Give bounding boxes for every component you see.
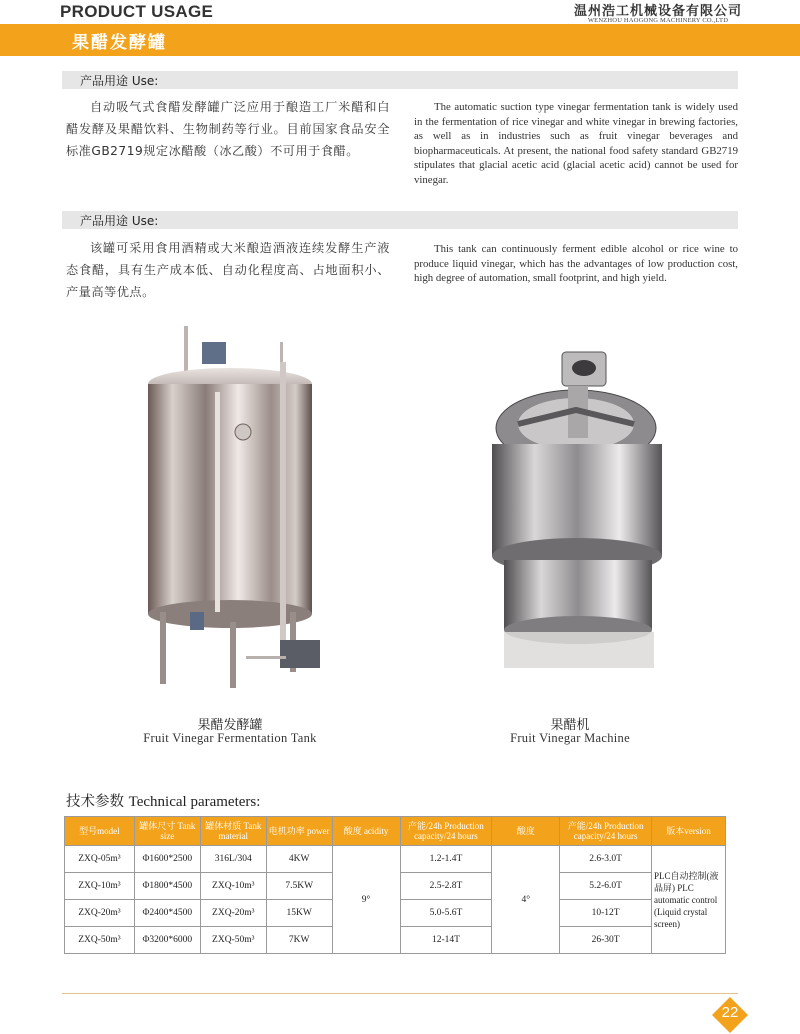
th-version: 版本version [652, 817, 726, 846]
fermentation-tank-photo [130, 322, 330, 696]
cell-acidity-merged: 9° [332, 846, 400, 954]
th-acidity-2: 酸度 [492, 817, 560, 846]
cell-capacity: 2.5-2.8T [400, 873, 492, 900]
table-header-row [65, 817, 726, 846]
cell-power: 7.5KW [266, 873, 332, 900]
cell-material: ZXQ-50m³ [200, 927, 266, 954]
cell-capacity: 1.2-1.4T [400, 846, 492, 873]
vinegar-machine-photo [484, 350, 674, 672]
cell-version-merged: PLC自动控制(液晶屏) PLC automatic control (Liquid crystal screen) [652, 846, 726, 954]
company-name-en: WENZHOU HAOGONG MACHINERY CO.,LTD [587, 17, 729, 24]
cell-capacity-2: 10-12T [560, 900, 652, 927]
cell-model: ZXQ-05m³ [65, 846, 135, 873]
cell-capacity-2: 5.2-6.0T [560, 873, 652, 900]
cell-power: 7KW [266, 927, 332, 954]
cell-material: 316L/304 [200, 846, 266, 873]
page-number: 22 [721, 1004, 739, 1021]
cell-acidity-2-merged: 4° [492, 846, 560, 954]
tech-params-title [66, 790, 260, 811]
cell-power: 4KW [266, 846, 332, 873]
th-material: 罐体材质 Tank material [200, 817, 266, 846]
product-caption-en-1: Fruit Vinegar Fermentation Tank [143, 731, 317, 745]
cell-capacity: 12-14T [400, 927, 492, 954]
cell-model: ZXQ-20m³ [65, 900, 135, 927]
cell-model: ZXQ-50m³ [65, 927, 135, 954]
cell-capacity: 5.0-5.6T [400, 900, 492, 927]
cell-power: 15KW [266, 900, 332, 927]
cell-material: ZXQ-20m³ [200, 900, 266, 927]
company-logo [574, 0, 742, 24]
use-description-cn-1: 自动吸气式食醋发酵罐广泛应用于酿造工厂米醋和白醋发酵及果醋饮料、生物制药等行业。目前国家食品安全标准GB2719规定冰醋酸（冰乙酸）不可用于食醋。 [66, 100, 390, 158]
th-capacity-2: 产能/24h Production capacity/24 hours [560, 817, 652, 846]
cell-capacity-2: 2.6-3.0T [560, 846, 652, 873]
section-label: 产品用途 Use: [80, 74, 159, 88]
cell-size: Φ3200*6000 [134, 927, 200, 954]
cell-model: ZXQ-10m³ [65, 873, 135, 900]
th-capacity: 产能/24h Production capacity/24 hours [400, 817, 492, 846]
cell-size: Φ1800*4500 [134, 873, 200, 900]
cell-material: ZXQ-10m³ [200, 873, 266, 900]
th-size: 罐体尺寸 Tank size [134, 817, 200, 846]
product-title: 果醋发酵罐 [72, 33, 167, 53]
use-description-cn-2: 该罐可采用食用酒精或大米酿造酒液连续发酵生产液态食醋，具有生产成本低、自动化程度高、占地面积小、产量高等优点。 [66, 241, 390, 299]
section-label: 产品用途 Use: [80, 214, 159, 228]
th-model: 型号model [65, 817, 135, 846]
product-caption-en-2: Fruit Vinegar Machine [510, 731, 630, 745]
page-category-title: PRODUCT USAGE [60, 2, 214, 21]
tech-title-en: Technical parameters: [128, 794, 261, 810]
product-caption-cn-1: 果醋发酵罐 [197, 718, 263, 733]
section-header-use-1 [62, 71, 738, 89]
cell-capacity-2: 26-30T [560, 927, 652, 954]
page-number-badge [711, 996, 749, 1034]
title-band [0, 24, 800, 56]
tech-params-table [64, 816, 726, 954]
product-caption-cn-2: 果醋机 [550, 718, 590, 733]
cell-size: Φ2400*4500 [134, 900, 200, 927]
use-description-en-2: This tank can continuously ferment edible alcohol or rice wine to produce liquid vinegar, which has the advantages of low production cost, high degree of automation, small footprint, and high yield. [414, 243, 738, 284]
footer-divider [62, 993, 738, 994]
th-power: 电机功率 power [266, 817, 332, 846]
section-header-use-2 [62, 211, 738, 229]
company-name-cn: 温州浩工机械设备有限公司 [573, 4, 742, 19]
tech-title-cn: 技术参数 [66, 794, 124, 810]
th-acidity: 酸度 acidity [332, 817, 400, 846]
use-description-en-1: The automatic suction type vinegar fermentation tank is widely used in the fermentation of rice vinegar and white vinegar in brewing factories, as well as in industries such as fruit vinegar beverages and biopharmaceuticals. At present, the national food safety standard GB2719 stipulates that glacial acetic acid (glacial acetic acid) cannot be used for vinegar. [414, 101, 738, 186]
cell-size: Φ1600*2500 [134, 846, 200, 873]
table-row [65, 846, 726, 873]
